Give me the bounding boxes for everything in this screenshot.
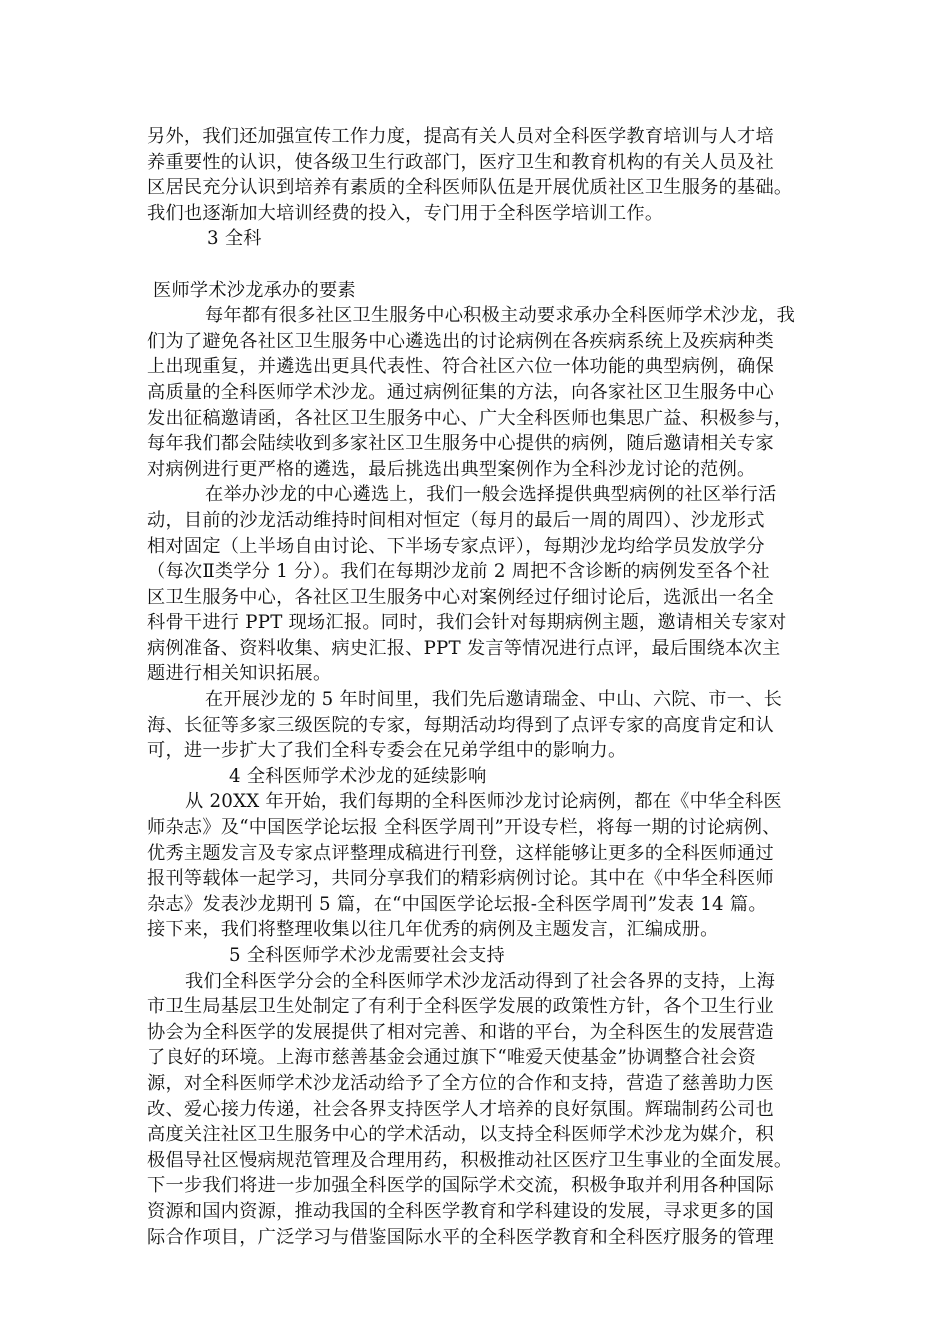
text-line: 源，对全科医师学术沙龙活动给予了全方位的合作和支持，营造了慈善助力医 [147,1072,774,1094]
document-page [147,124,807,1250]
text-line: 接下来，我们将整理收集以往几年优秀的病例及主题发言，汇编成册。 [147,919,719,941]
text-line: 了良好的环境。上海市慈善基金会通过旗下“唯爱天使基金”协调整合社会资 [147,1047,757,1069]
text-line: 们为了避免各社区卫生服务中心遴选出的讨论病例在各疾病系统上及疾病种类 [147,330,774,352]
text-line: 海、长征等多家三级医院的专家，每期活动均得到了点评专家的高度肯定和认 [147,714,774,736]
text-line: 对病例进行更严格的遴选，最后挑选出典型案例作为全科沙龙讨论的范例。 [147,458,756,480]
text-line: 可，进一步扩大了我们全科专委会在兄弟学组中的影响力。 [147,740,627,762]
text-line: 动，目前的沙龙活动维持时间相对恒定（每月的最后一周的周四）、沙龙形式 [147,509,765,531]
text-line: 区卫生服务中心，各社区卫生服务中心对案例经过仔细讨论后，选派出一名全 [147,586,774,608]
paragraph-first-line: 在举办沙龙的中心遴选上，我们一般会选择提供典型病例的社区举行活 [205,484,777,506]
text-line: 高度关注社区卫生服务中心的学术活动，以支持全科医师学术沙龙为媒介，积 [147,1124,774,1146]
text-line: 病例准备、资料收集、病史汇报、PPT 发言等情况进行点评，最后围绕本次主 [147,637,781,659]
text-line: 报刊等载体一起学习，共同分享我们的精彩病例讨论。其中在《中华全科医师 [147,868,774,890]
text-line: 师杂志》及“中国医学论坛报 全科医学周刊”开设专栏，将每一期的讨论病例、 [147,817,781,839]
text-line: 养重要性的认识，使各级卫生行政部门，医疗卫生和教育机构的有关人员及社 [147,151,774,173]
paragraph-first-line: 我们全科医学分会的全科医师学术沙龙活动得到了社会各界的支持，上海 [185,970,776,992]
text-line: 资源和国内资源，推动我国的全科医学教育和学科建设的发展，寻求更多的国 [147,1200,774,1222]
text-line: 题进行相关知识拓展。 [147,663,332,685]
text-line: 际合作项目，广泛学习与借鉴国际水平的全科医学教育和全科医疗服务的管理 [147,1226,774,1248]
section-heading-5: 5 全科医师学术沙龙需要社会支持 [229,945,505,966]
text-line: 杂志》发表沙龙期刊 5 篇，在“中国医学论坛报-全科医学周刊”发表 14 篇。 [147,893,767,915]
text-line: 发出征稿邀请函，各社区卫生服务中心、广大全科医师也集思广益、积极参与， [147,407,793,429]
section-heading-3: 3 全科 [207,228,262,250]
text-line: 我们也逐渐加大培训经费的投入，专门用于全科医学培训工作。 [147,202,664,224]
text-line: 每年我们都会陆续收到多家社区卫生服务中心提供的病例，随后邀请相关专家 [147,433,774,455]
text-line: 市卫生局基层卫生处制定了有利于全科医学发展的政策性方针，各个卫生行业 [147,996,774,1018]
text-line: （每次Ⅱ类学分 1 分）。我们在每期沙龙前 2 周把不含诊断的病例发至各个社 [147,561,770,583]
text-line: 下一步我们将进一步加强全科医学的国际学术交流，积极争取并利用各种国际 [147,1175,774,1197]
text-line: 极倡导社区慢病规范管理及合理用药，积极推动社区医疗卫生事业的全面发展。 [147,1149,793,1171]
paragraph-first-line: 每年都有很多社区卫生服务中心积极主动要求承办全科医师学术沙龙，我 [205,305,796,327]
text-line: 协会为全科医学的发展提供了相对完善、和谐的平台，为全科医生的发展营造 [147,1021,774,1043]
text-line: 另外，我们还加强宣传工作力度，提高有关人员对全科医学教育培训与人才培 [147,126,774,147]
paragraph-first-line: 在开展沙龙的 5 年时间里，我们先后邀请瑞金、中山、六院、市一、长 [205,689,783,711]
text-line: 高质量的全科医师学术沙龙。通过病例征集的方法，向各家社区卫生服务中心 [147,381,774,403]
text-line: 上出现重复，并遴选出更具代表性、符合社区六位一体功能的典型病例，确保 [147,356,774,378]
section-heading-4: 4 全科医师学术沙龙的延续影响 [229,765,487,787]
paragraph-first-line: 从 20XX 年开始，我们每期的全科医师沙龙讨论病例，都在《中华全科医 [185,791,782,813]
text-line: 科骨干进行 PPT 现场汇报。同时，我们会针对每期病例主题，邀请相关专家对 [147,612,787,634]
blank-line [147,252,807,278]
text-line: 改、爱心接力传递，社会各界支持医学人才培养的良好氛围。辉瑞制药公司也 [147,1098,774,1120]
text-line: 优秀主题发言及专家点评整理成稿进行刊登，这样能够让更多的全科医师通过 [147,842,774,864]
text-line: 区居民充分认识到培养有素质的全科医师队伍是开展优质社区卫生服务的基础。 [147,177,793,199]
text-line: 相对固定（上半场自由讨论、下半场专家点评），每期沙龙均给学员发放学分 [147,535,765,557]
section-heading-3-continued: 医师学术沙龙承办的要素 [153,279,356,301]
